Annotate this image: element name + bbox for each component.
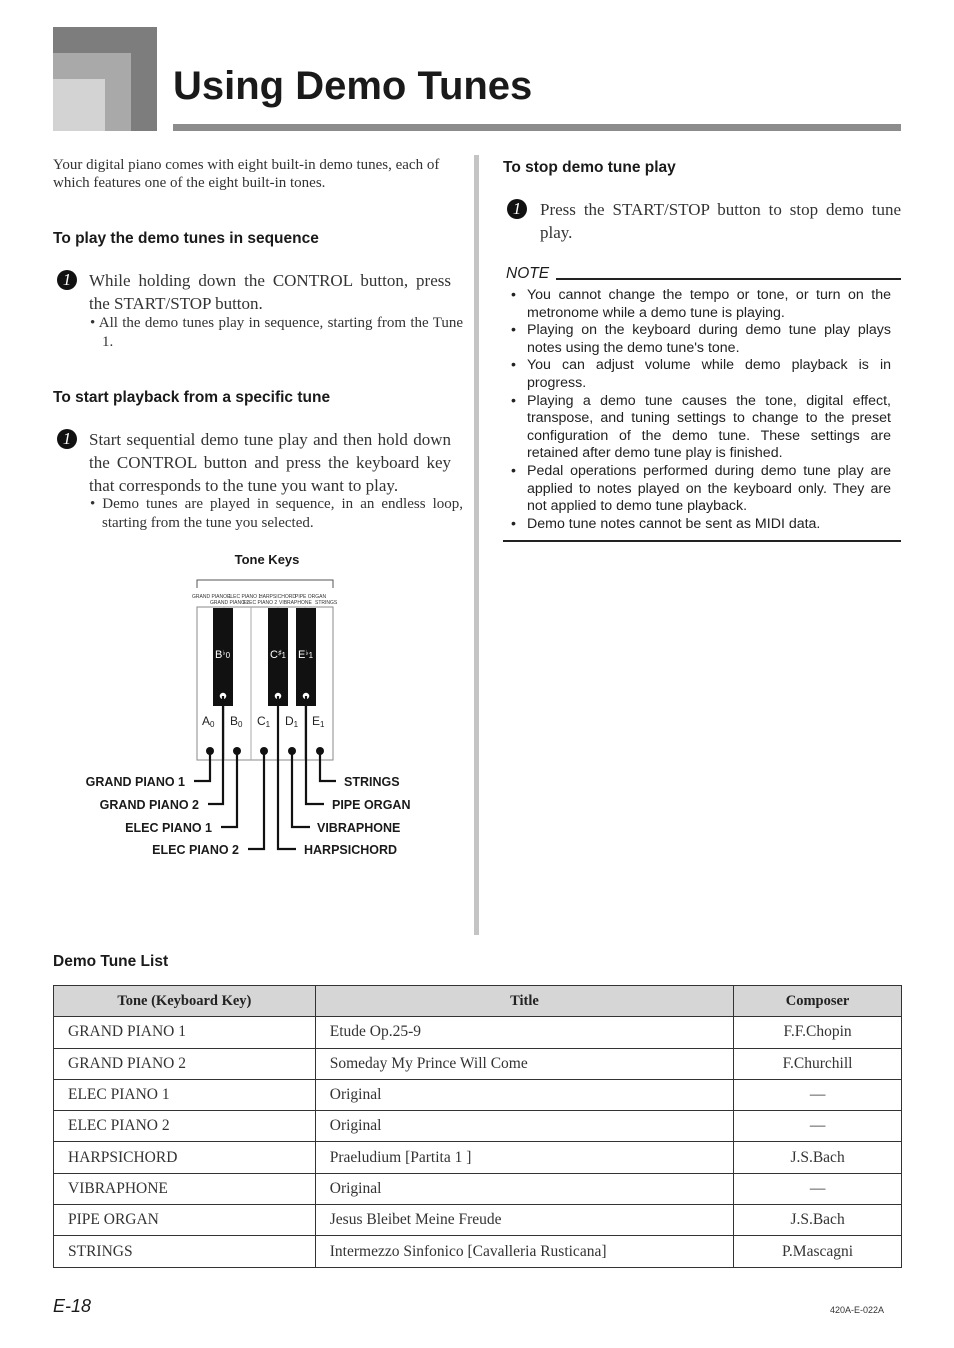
table-row (54, 1017, 902, 1048)
note-item: • Pedal operations performed during demo tune play are applied to notes played on the keyboard only. They are not applied to demo tune playback. (511, 463, 891, 516)
table-cell: J.S.Bach (734, 1205, 902, 1236)
title-rule (173, 124, 901, 131)
step-text: Press the START/STOP button to stop demo tune play. (540, 200, 901, 242)
table-cell: J.S.Bach (734, 1142, 902, 1173)
table-cell: ELEC PIANO 2 (54, 1111, 316, 1142)
tone-label: ELEC PIANO 2 (152, 843, 239, 857)
heading-sequence: To play the demo tunes in sequence (53, 230, 319, 247)
page-title: Using Demo Tunes (173, 64, 533, 108)
table-row (54, 1205, 902, 1236)
heading-specific: To start playback from a specific tune (53, 389, 331, 406)
column-header: Title (315, 986, 733, 1017)
table-cell: Original (315, 1111, 733, 1142)
page-number: E-18 (53, 1296, 92, 1316)
heading-stop: To stop demo tune play (503, 159, 676, 176)
table-cell: GRAND PIANO 2 (54, 1048, 316, 1079)
panel-label: GRAND PIANO 1 (192, 594, 232, 600)
table-cell: STRINGS (54, 1236, 316, 1267)
table-cell: PIPE ORGAN (54, 1205, 316, 1236)
tone-label: STRINGS (344, 775, 400, 789)
diagram-title: Tone Keys (234, 552, 300, 567)
black-key-label: $E^♭_1$ (298, 649, 314, 661)
step-text: While holding down the CONTROL button, press the START/STOP button. (89, 271, 451, 313)
table-cell: VIBRAPHONE (54, 1173, 316, 1204)
note-rule (556, 278, 901, 280)
step-number-icon: 1 (57, 429, 77, 449)
panel-label: PIPE ORGAN (295, 594, 327, 600)
note-item: • Demo tune notes cannot be sent as MIDI data. (511, 516, 891, 534)
heading-tune-list: Demo Tune List (53, 953, 169, 970)
table-cell: Original (315, 1079, 733, 1110)
tone-label: VIBRAPHONE (317, 821, 401, 835)
table-header-row (54, 986, 902, 1017)
table-cell: Etude Op.25-9 (315, 1017, 733, 1048)
table-row (54, 1048, 902, 1079)
tone-label: ELEC PIANO 1 (125, 821, 212, 835)
table-cell: F.F.Chopin (734, 1017, 902, 1048)
table-row (54, 1173, 902, 1204)
column-divider (474, 155, 479, 935)
tone-label: PIPE ORGAN (332, 798, 411, 812)
note-label: NOTE (506, 265, 550, 282)
table-row (54, 1111, 902, 1142)
intro-paragraph: Your digital piano comes with eight built-in demo tunes, each of which features one of the eight built-in tones. (53, 157, 440, 191)
panel-label: VIBRAPHONE (279, 600, 312, 606)
table-row (54, 1236, 902, 1267)
table-cell: Praeludium [Partita 1 ] (315, 1142, 733, 1173)
note-item: • Playing a demo tune causes the tone, digital effect, transpose, and tuning settings to change to the preset configuration of the demo tune. These settings are retained after demo tune play is finished. (511, 393, 891, 463)
step-bullet: • All the demo tunes play in sequence, starting from the Tune 1. (90, 315, 463, 350)
white-key-label: C1 (257, 714, 271, 729)
panel-label: HARPSICHORD (259, 594, 296, 600)
table-cell: — (734, 1173, 902, 1204)
note-item: • You cannot change the tempo or tone, or turn on the metronome while a demo tune is playing. (511, 287, 891, 322)
panel-label: STRINGS (315, 600, 338, 606)
note-bottom-rule (503, 540, 901, 542)
tone-keys-diagram (60, 545, 460, 865)
column-header: Composer (734, 986, 902, 1017)
table-cell: Intermezzo Sinfonico [Cavalleria Rusticana] (315, 1236, 733, 1267)
table-cell: Original (315, 1173, 733, 1204)
document-code: 420A-E-022A (830, 1305, 885, 1315)
white-key-label: B0 (230, 714, 243, 729)
table-cell: F.Churchill (734, 1048, 902, 1079)
tone-label: GRAND PIANO 1 (85, 775, 185, 789)
table-row (54, 1142, 902, 1173)
table-cell: Jesus Bleibet Meine Freude (315, 1205, 733, 1236)
step-bullet: • Demo tunes are played in sequence, in an endless loop, starting from the tune you selected. (90, 496, 463, 531)
step-number-icon: 1 (507, 199, 527, 219)
panel-label: ELEC PIANO 1 (227, 594, 262, 600)
white-key-label: D1 (285, 714, 299, 729)
table-cell: — (734, 1111, 902, 1142)
white-key-label: E1 (312, 714, 325, 729)
table-cell: P.Mascagni (734, 1236, 902, 1267)
step-text: Start sequential demo tune play and then hold down the CONTROL button and press the keyboard key that corresponds to the tune you want to play. (89, 430, 451, 495)
column-header: Tone (Keyboard Key) (54, 986, 316, 1017)
tone-label: HARPSICHORD (304, 843, 398, 857)
black-key-label: $C^♯_1$ (270, 649, 286, 661)
diagram-bracket (197, 580, 333, 588)
table-row (54, 1079, 902, 1110)
note-item: • You can adjust volume while demo playback is in progress. (511, 357, 891, 392)
table-cell: ELEC PIANO 1 (54, 1079, 316, 1110)
note-list (511, 287, 891, 533)
white-key-label: A0 (202, 714, 215, 729)
tone-label: GRAND PIANO 2 (99, 798, 199, 812)
header-block-light (53, 79, 105, 131)
table-cell: GRAND PIANO 1 (54, 1017, 316, 1048)
step-number-icon: 1 (57, 270, 77, 290)
black-key-label: $B^♭_0$ (215, 649, 231, 661)
panel-label: ELEC PIANO 2 (243, 600, 278, 606)
demo-tune-table (53, 985, 902, 1268)
table-cell: — (734, 1079, 902, 1110)
panel-label: GRAND PIANO 2 (210, 600, 250, 606)
table-cell: Someday My Prince Will Come (315, 1048, 733, 1079)
table-cell: HARPSICHORD (54, 1142, 316, 1173)
note-item: • Playing on the keyboard during demo tune play plays notes using the demo tune's tone. (511, 322, 891, 357)
